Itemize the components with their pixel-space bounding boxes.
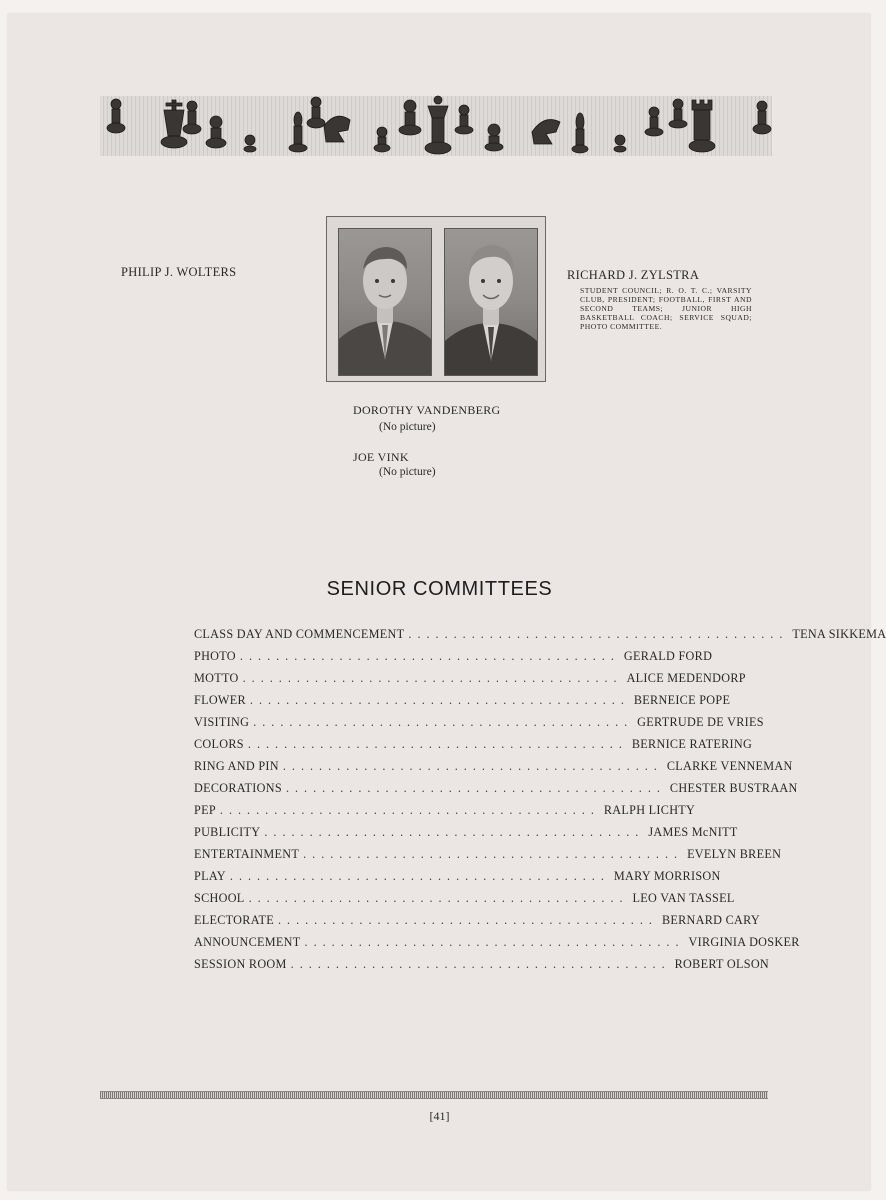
page-number: [41]: [429, 1109, 450, 1123]
committee-row: SESSION ROOM .......................................... ROBERT OLSON: [194, 957, 770, 971]
committee-name: COLORS: [194, 737, 244, 751]
committee-name: ANNOUNCEMENT: [194, 935, 301, 949]
committee-member: MARY MORRISON: [613, 869, 721, 883]
pawn-icon: [374, 127, 390, 152]
committee-row: ELECTORATE .......................................... BERNARD CARY: [194, 913, 761, 927]
committee-name: ENTERTAINMENT: [194, 847, 300, 861]
committee-member: TENA SIKKEMA: [792, 627, 886, 641]
chess-pieces-banner-icon: [100, 96, 772, 156]
committee-name: PUBLICITY: [194, 825, 261, 839]
pawn-icon: [645, 107, 663, 136]
committee-row: DECORATIONS .......................................... CHESTER BUSTRAAN: [194, 781, 798, 795]
pawn-icon: [669, 99, 687, 128]
committee-member: BERNICE RATERING: [631, 737, 753, 751]
committee-name: MOTTO: [194, 671, 239, 685]
portrait-photo-right: [444, 228, 538, 376]
committee-name: CLASS DAY AND COMMENCEMENT: [194, 627, 405, 641]
portrait-photo-left: [338, 228, 432, 376]
committee-row: COLORS .......................................... BERNICE RATERING: [194, 737, 753, 751]
pawn-icon: [107, 99, 125, 133]
committee-row: ENTERTAINMENT .......................................... EVELYN BREEN: [194, 847, 782, 861]
committee-row: FLOWER .......................................... BERNEICE POPE: [194, 693, 731, 707]
committee-name: SCHOOL: [194, 891, 245, 905]
pawn-icon: [307, 97, 325, 128]
page: [8, 14, 886, 1190]
committee-member: BERNARD CARY: [661, 913, 761, 927]
committee-name: FLOWER: [194, 693, 246, 707]
committee-member: GERALD FORD: [623, 649, 713, 663]
committee-member: CLARKE VENNEMAN: [666, 759, 793, 773]
decorative-rule: [100, 1091, 768, 1099]
no-picture-name: DOROTHY VANDENBERG: [353, 403, 501, 417]
king-icon: [161, 100, 187, 148]
committee-name: VISITING: [194, 715, 250, 729]
pawn-icon: [206, 116, 226, 148]
pawn-icon: [183, 101, 201, 134]
queen-icon: [425, 96, 451, 154]
knight-icon: [324, 116, 350, 142]
bishop-icon: [572, 113, 588, 153]
committee-member: LEO VAN TASSEL: [632, 891, 735, 905]
pawn-icon: [485, 124, 503, 151]
committee-row: PEP .......................................... RALPH LICHTY: [194, 803, 696, 817]
committee-row: PUBLICITY .......................................... JAMES McNITT: [194, 825, 738, 839]
committee-member: ALICE MEDENDORP: [626, 671, 746, 685]
pawn-icon: [244, 135, 256, 152]
pawn-icon: [455, 105, 473, 134]
committee-row: PLAY .......................................... MARY MORRISON: [194, 869, 721, 883]
bishop-icon: [289, 112, 307, 152]
committee-name: RING AND PIN: [194, 759, 279, 773]
portrait-right-name: RICHARD J. ZYLSTRA: [567, 268, 700, 282]
committee-row: ANNOUNCEMENT .......................................... VIRGINIA DOSKER: [194, 935, 800, 949]
committee-member: GERTRUDE DE VRIES: [637, 715, 764, 729]
committee-name: ELECTORATE: [194, 913, 274, 927]
committee-name: PHOTO: [194, 649, 236, 663]
committee-member: RALPH LICHTY: [603, 803, 696, 817]
no-picture-note: (No picture): [379, 421, 436, 433]
committee-name: SESSION ROOM: [194, 957, 287, 971]
committee-row: CLASS DAY AND COMMENCEMENT .......................................... TENA SIKKEMA: [194, 627, 886, 641]
pawn-icon: [614, 135, 626, 152]
portrait-left-name: PHILIP J. WOLTERS: [121, 265, 237, 279]
pawn-icon: [399, 100, 421, 135]
committee-row: RING AND PIN .......................................... CLARKE VENNEMAN: [194, 759, 793, 773]
no-picture-name: JOE VINK: [353, 450, 409, 464]
committee-member: EVELYN BREEN: [687, 847, 782, 861]
committee-list: [194, 627, 886, 979]
committee-member: JAMES McNITT: [648, 825, 738, 839]
rook-icon: [689, 100, 715, 152]
portrait-right-bio: STUDENT COUNCIL; R. O. T. C.; VARSITY CLUB, PRESIDENT; FOOTBALL, FIRST AND SECOND TEAMS; JUNIOR HIGH BASKETBALL COACH; SERVICE SQUAD; PHOTO COMMITTEE.: [580, 286, 752, 331]
pawn-icon: [753, 101, 771, 134]
knight-icon: [532, 120, 560, 144]
section-heading: SENIOR COMMITTEES: [326, 578, 553, 600]
committee-row: VISITING .......................................... GERTRUDE DE VRIES: [194, 715, 764, 729]
committee-row: SCHOOL .......................................... LEO VAN TASSEL: [194, 891, 735, 905]
committee-name: DECORATIONS: [194, 781, 282, 795]
committee-member: ROBERT OLSON: [674, 957, 770, 971]
committee-member: VIRGINIA DOSKER: [688, 935, 800, 949]
committee-row: PHOTO .......................................... GERALD FORD: [194, 649, 713, 663]
committee-name: PLAY: [194, 869, 226, 883]
committee-member: BERNEICE POPE: [633, 693, 731, 707]
no-picture-note: (No picture): [379, 466, 436, 478]
committee-member: CHESTER BUSTRAAN: [669, 781, 798, 795]
committee-row: MOTTO .......................................... ALICE MEDENDORP: [194, 671, 746, 685]
portrait-frame: [326, 216, 546, 382]
committee-name: PEP: [194, 803, 216, 817]
